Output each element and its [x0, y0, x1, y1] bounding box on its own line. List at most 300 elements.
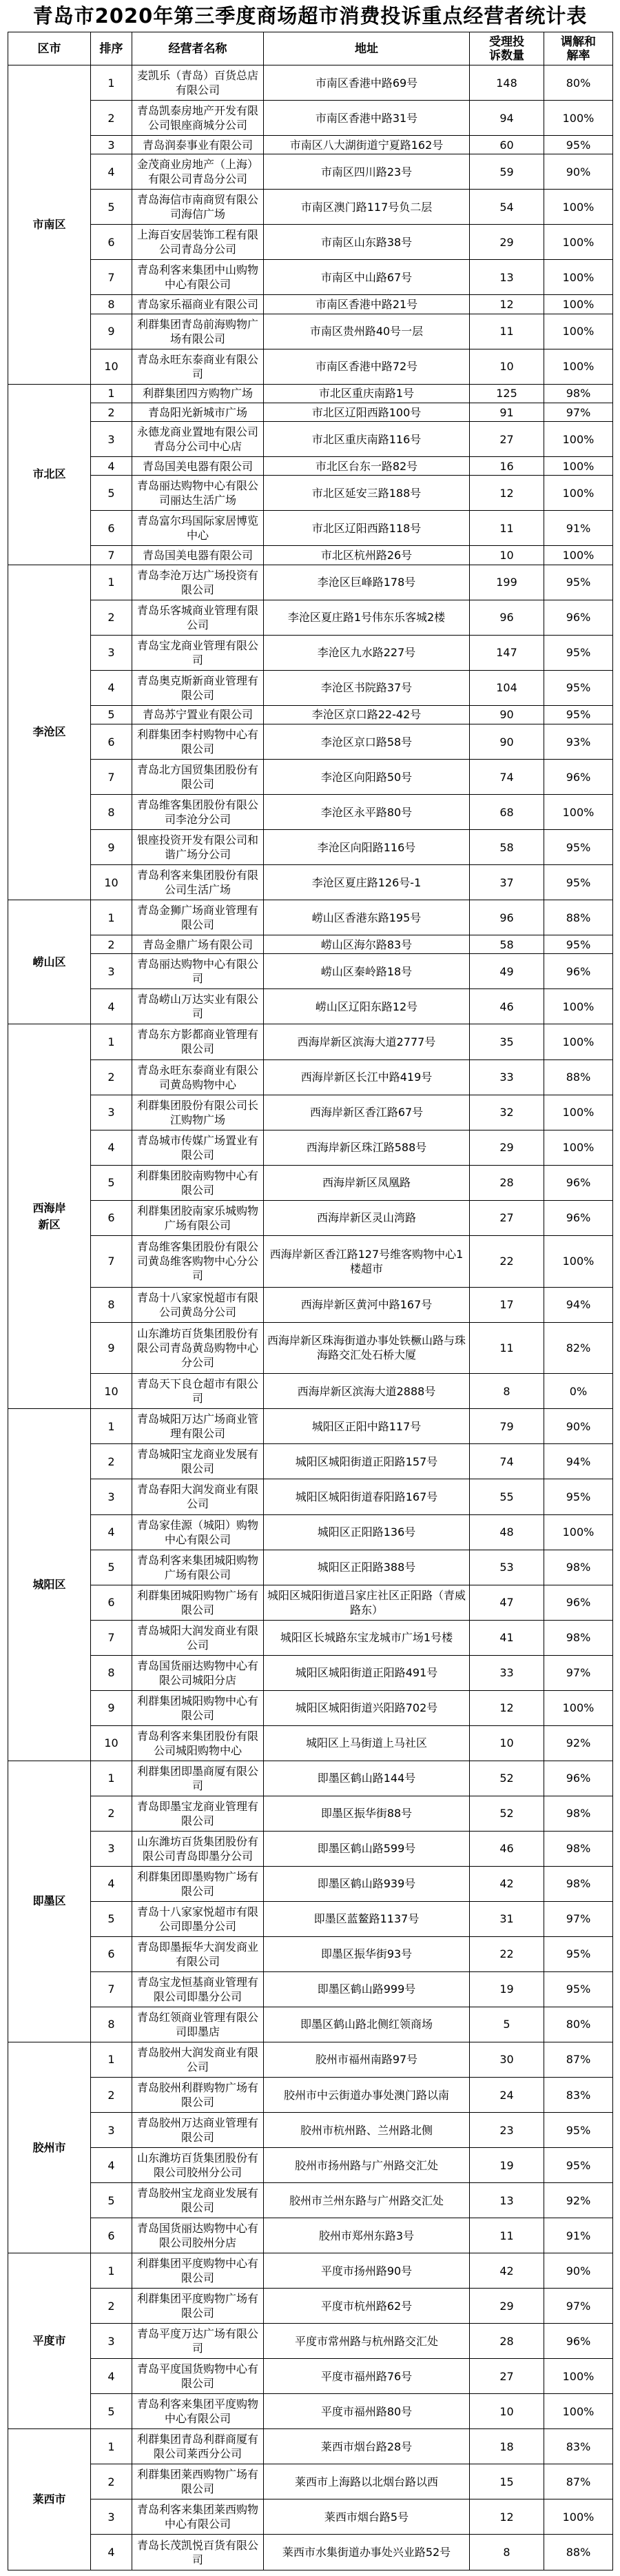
- address-cell: 即墨区鹤山路999号: [264, 1971, 470, 2007]
- table-row: [8, 1409, 613, 1444]
- address-cell: 市北区重庆南路1号: [264, 384, 470, 403]
- address-cell: 市南区贵州路40号一层: [264, 314, 470, 349]
- table-row: [8, 670, 613, 705]
- rank-cell: 10: [91, 1374, 132, 1409]
- mediation-rate-cell: 100%: [544, 295, 613, 314]
- complaint-count-cell: 48: [470, 1514, 544, 1550]
- address-cell: 李沧区巨峰路178号: [264, 565, 470, 600]
- address-cell: 城阳区正阳中路117号: [264, 1409, 470, 1444]
- address-cell: 城阳区城阳街道正阳路157号: [264, 1444, 470, 1479]
- address-cell: 平度市常州路与杭州路交汇处: [264, 2324, 470, 2359]
- mediation-rate-cell: 96%: [544, 1761, 613, 1796]
- table-row: [8, 1287, 613, 1322]
- region-name: 市北区: [32, 467, 66, 481]
- table-row: [8, 1322, 613, 1374]
- table-row: [8, 830, 613, 865]
- rank-cell: 2: [91, 2289, 132, 2324]
- address-cell: 城阳区城阳街道正阳路491号: [264, 1655, 470, 1690]
- operator-name-cell: 银座投资开发有限公司和谐广场分公司: [132, 830, 264, 865]
- mediation-rate-cell: 96%: [544, 954, 613, 989]
- address-cell: 胶州市中云街道办事处澳门路以南: [264, 2078, 470, 2113]
- table-row: [8, 1165, 613, 1200]
- table-row: [8, 989, 613, 1024]
- address-cell: 平度市扬州路90号: [264, 2253, 470, 2289]
- operator-name-cell: 利群集团胶南购物中心有限公司: [132, 1165, 264, 1200]
- rank-cell: 8: [91, 795, 132, 830]
- mediation-rate-cell: 100%: [544, 2394, 613, 2429]
- table-row: [8, 2007, 613, 2042]
- table-row: [8, 2429, 613, 2464]
- table-row: [8, 760, 613, 795]
- table-row: [8, 1024, 613, 1059]
- table-row: [8, 2253, 613, 2289]
- rank-cell: 3: [91, 2113, 132, 2148]
- operator-name-cell: 青岛胶州宝龙商业发展有限公司: [132, 2183, 264, 2218]
- complaint-count-cell: 96: [470, 900, 544, 935]
- operator-name-cell: 青岛城阳宝龙商业发展有限公司: [132, 1444, 264, 1479]
- rank-cell: 1: [91, 1409, 132, 1444]
- mediation-rate-cell: 100%: [544, 225, 613, 260]
- complaint-count-cell: 58: [470, 830, 544, 865]
- operator-name-cell: 青岛十八家家悦超市有限公司黄岛分公司: [132, 1287, 264, 1322]
- table-row: [8, 136, 613, 154]
- operator-name-cell: 利群集团莱西购物广场有限公司: [132, 2464, 264, 2499]
- operator-name-cell: 青岛北方国贸集团股份有限公司: [132, 760, 264, 795]
- complaint-count-cell: 17: [470, 1287, 544, 1322]
- mediation-rate-cell: 92%: [544, 1725, 613, 1761]
- header-region: 区市: [8, 32, 91, 65]
- complaint-count-cell: 59: [470, 154, 544, 190]
- table-row: [8, 1690, 613, 1725]
- table-row: [8, 1655, 613, 1690]
- address-cell: 莱西市烟台路5号: [264, 2499, 470, 2535]
- rank-cell: 3: [91, 954, 132, 989]
- table-row: [8, 2464, 613, 2499]
- complaint-count-cell: 29: [470, 225, 544, 260]
- operator-name-cell: 利群集团四方购物广场: [132, 384, 264, 403]
- mediation-rate-cell: 95%: [544, 2113, 613, 2148]
- table-row: [8, 1761, 613, 1796]
- operator-name-cell: 青岛利客来集团莱西购物中心有限公司: [132, 2499, 264, 2535]
- complaint-count-cell: 22: [470, 1235, 544, 1287]
- operator-name-cell: 青岛平度国货购物中心有限公司: [132, 2359, 264, 2394]
- complaint-count-cell: 46: [470, 989, 544, 1024]
- operator-name-cell: 青岛苏宁置业有限公司: [132, 705, 264, 724]
- complaint-count-cell: 68: [470, 795, 544, 830]
- table-row: [8, 724, 613, 760]
- address-cell: 李沧区永平路80号: [264, 795, 470, 830]
- address-cell: 城阳区城阳街道吕家庄社区正阳路（青威路东）: [264, 1585, 470, 1620]
- address-cell: 胶州市扬州路与广州路交汇处: [264, 2148, 470, 2183]
- table-row: [8, 1620, 613, 1655]
- operator-name-cell: 麦凯乐（青岛）百货总店有限公司: [132, 65, 264, 101]
- mediation-rate-cell: 100%: [544, 1130, 613, 1165]
- mediation-rate-cell: 96%: [544, 1585, 613, 1620]
- complaint-count-cell: 60: [470, 136, 544, 154]
- address-cell: 市北区辽阳西路118号: [264, 511, 470, 546]
- address-cell: 胶州市郑州东路3号: [264, 2218, 470, 2253]
- table-header: [8, 32, 613, 65]
- mediation-rate-cell: 100%: [544, 190, 613, 225]
- mediation-rate-cell: 98%: [544, 1831, 613, 1866]
- operator-name-cell: 青岛丽达购物中心有限公司: [132, 954, 264, 989]
- table-row: [8, 1585, 613, 1620]
- table-row: [8, 600, 613, 635]
- address-cell: 西海岸新区黄河中路167号: [264, 1287, 470, 1322]
- table-row: [8, 1936, 613, 1971]
- rank-cell: 3: [91, 1831, 132, 1866]
- complaint-count-cell: 8: [470, 1374, 544, 1409]
- complaint-count-cell: 58: [470, 935, 544, 954]
- header-row: [8, 32, 613, 65]
- mediation-rate-cell: 0%: [544, 1374, 613, 1409]
- operator-name-cell: 青岛平度万达广场有限公司: [132, 2324, 264, 2359]
- rank-cell: 4: [91, 2359, 132, 2394]
- rank-cell: 3: [91, 136, 132, 154]
- mediation-rate-cell: 88%: [544, 2535, 613, 2570]
- table-row: [8, 900, 613, 935]
- rank-cell: 3: [91, 1095, 132, 1130]
- header-complaint-count: [470, 32, 544, 65]
- rank-cell: 5: [91, 1165, 132, 1200]
- mediation-rate-cell: 100%: [544, 422, 613, 457]
- operator-name-cell: 利群集团胶南家乐城购物广场有限公司: [132, 1200, 264, 1235]
- address-cell: 李沧区夏庄路126号-1: [264, 865, 470, 900]
- rank-cell: 2: [91, 1444, 132, 1479]
- address-cell: 西海岸新区灵山湾路: [264, 1200, 470, 1235]
- rank-cell: 4: [91, 154, 132, 190]
- address-cell: 平度市福州路76号: [264, 2359, 470, 2394]
- address-cell: 平度市杭州路62号: [264, 2289, 470, 2324]
- complaint-count-cell: 42: [470, 2253, 544, 2289]
- table-row: [8, 1901, 613, 1936]
- table-row: [8, 1550, 613, 1585]
- mediation-rate-cell: 100%: [544, 260, 613, 295]
- operator-name-cell: 青岛海信市南商贸有限公司海信广场: [132, 190, 264, 225]
- mediation-rate-cell: 87%: [544, 2464, 613, 2499]
- operator-name-cell: 青岛金鼎广场有限公司: [132, 935, 264, 954]
- page-title: 青岛市2020年第三季度商场超市消费投诉重点经营者统计表: [32, 4, 588, 28]
- complaint-count-cell: 147: [470, 635, 544, 670]
- rank-cell: 1: [91, 1761, 132, 1796]
- mediation-rate-cell: 95%: [544, 1971, 613, 2007]
- operator-name-cell: 青岛富尔玛国际家居博览中心: [132, 511, 264, 546]
- address-cell: 西海岸新区香江路127号维客购物中心1楼超市: [264, 1235, 470, 1287]
- complaint-count-cell: 10: [470, 349, 544, 384]
- table-row: [8, 1095, 613, 1130]
- rank-cell: 7: [91, 760, 132, 795]
- operator-name-cell: 青岛胶州大润发商业有限公司: [132, 2042, 264, 2077]
- mediation-rate-cell: 87%: [544, 2042, 613, 2077]
- mediation-rate-cell: 95%: [544, 565, 613, 600]
- mediation-rate-cell: 97%: [544, 1901, 613, 1936]
- address-cell: 市南区中山路67号: [264, 260, 470, 295]
- operator-name-cell: 青岛即墨振华大润发商业有限公司: [132, 1936, 264, 1971]
- table-row: [8, 2113, 613, 2148]
- rank-cell: 10: [91, 349, 132, 384]
- mediation-rate-cell: 100%: [544, 1235, 613, 1287]
- address-cell: 城阳区上马街道上马社区: [264, 1725, 470, 1761]
- address-cell: 西海岸新区珠海街道办事处铁橛山路与珠海路交汇处石桥大厦: [264, 1322, 470, 1374]
- rank-cell: 6: [91, 225, 132, 260]
- complaint-count-cell: 12: [470, 2499, 544, 2535]
- mediation-rate-cell: 100%: [544, 101, 613, 136]
- complaint-count-cell: 94: [470, 101, 544, 136]
- operator-name-cell: 青岛国货丽达购物中心有限公司城阳分店: [132, 1655, 264, 1690]
- rank-cell: 2: [91, 403, 132, 421]
- rank-cell: 2: [91, 101, 132, 136]
- operator-name-cell: 青岛利客来集团中山购物中心有限公司: [132, 260, 264, 295]
- address-cell: 李沧区九水路227号: [264, 635, 470, 670]
- table-row: [8, 384, 613, 403]
- complaint-count-cell: 79: [470, 1409, 544, 1444]
- rank-cell: 8: [91, 2007, 132, 2042]
- table-row: [8, 635, 613, 670]
- header-mediation-rate: [544, 32, 613, 65]
- mediation-rate-cell: 98%: [544, 384, 613, 403]
- table-row: [8, 1796, 613, 1831]
- rank-cell: 1: [91, 900, 132, 935]
- operator-name-cell: 青岛李沧万达广场投资有限公司: [132, 565, 264, 600]
- operator-name-cell: 利群集团李村购物中心有限公司: [132, 724, 264, 760]
- table-row: [8, 2499, 613, 2535]
- complaint-count-cell: 74: [470, 760, 544, 795]
- address-cell: 市南区澳门路117号负二层: [264, 190, 470, 225]
- header-complaint-count-label: 受理投诉数量: [489, 34, 524, 63]
- operator-name-cell: 青岛乐客城商业管理有限公司: [132, 600, 264, 635]
- mediation-rate-cell: 100%: [544, 989, 613, 1024]
- mediation-rate-cell: 90%: [544, 1409, 613, 1444]
- table-row: [8, 476, 613, 511]
- region-cell: [8, 2253, 91, 2429]
- operator-name-cell: 山东潍坊百货集团股份有限公司青岛即墨分公司: [132, 1831, 264, 1866]
- mediation-rate-cell: 100%: [544, 1024, 613, 1059]
- region-cell: [8, 900, 91, 1024]
- address-cell: 市南区香港中路31号: [264, 101, 470, 136]
- complaint-count-cell: 19: [470, 2148, 544, 2183]
- rank-cell: 2: [91, 1796, 132, 1831]
- operator-name-cell: 上海百安居装饰工程有限公司青岛分公司: [132, 225, 264, 260]
- mediation-rate-cell: 94%: [544, 1287, 613, 1322]
- address-cell: 城阳区城阳街道春阳路167号: [264, 1479, 470, 1514]
- complaint-count-cell: 199: [470, 565, 544, 600]
- complaint-count-cell: 29: [470, 1130, 544, 1165]
- table-row: [8, 1514, 613, 1550]
- address-cell: 市南区四川路23号: [264, 154, 470, 190]
- operator-name-cell: 利群集团平度购物中心有限公司: [132, 2253, 264, 2289]
- table-row: [8, 225, 613, 260]
- header-mediation-rate-label: 调解和解率: [561, 34, 596, 63]
- table-row: [8, 422, 613, 457]
- complaint-count-cell: 29: [470, 2289, 544, 2324]
- rank-cell: 5: [91, 2183, 132, 2218]
- region-cell: [8, 1409, 91, 1761]
- complaint-count-cell: 90: [470, 705, 544, 724]
- table-row: [8, 2218, 613, 2253]
- address-cell: 即墨区鹤山路北侧红领商场: [264, 2007, 470, 2042]
- address-cell: 即墨区振华街88号: [264, 1796, 470, 1831]
- table-row: [8, 1235, 613, 1287]
- address-cell: 李沧区夏庄路1号伟东乐客城2楼: [264, 600, 470, 635]
- address-cell: 即墨区鹤山路599号: [264, 1831, 470, 1866]
- rank-cell: 1: [91, 65, 132, 101]
- operator-name-cell: 青岛金狮广场商业管理有限公司: [132, 900, 264, 935]
- address-cell: 城阳区长城路东宝龙城市广场1号楼: [264, 1620, 470, 1655]
- rank-cell: 4: [91, 1514, 132, 1550]
- mediation-rate-cell: 80%: [544, 2007, 613, 2042]
- table-row: [8, 2183, 613, 2218]
- address-cell: 西海岸新区凤凰路: [264, 1165, 470, 1200]
- table-row: [8, 1374, 613, 1409]
- operator-name-cell: 利群集团即墨购物广场有限公司: [132, 1866, 264, 1901]
- rank-cell: 5: [91, 190, 132, 225]
- address-cell: 城阳区正阳路388号: [264, 1550, 470, 1585]
- operator-name-cell: 青岛城市传媒广场置业有限公司: [132, 1130, 264, 1165]
- rank-cell: 5: [91, 1901, 132, 1936]
- rank-cell: 5: [91, 705, 132, 724]
- address-cell: 西海岸新区珠江路588号: [264, 1130, 470, 1165]
- complaint-count-cell: 35: [470, 1024, 544, 1059]
- table-row: [8, 314, 613, 349]
- mediation-rate-cell: 96%: [544, 1200, 613, 1235]
- mediation-rate-cell: 95%: [544, 705, 613, 724]
- mediation-rate-cell: 98%: [544, 1620, 613, 1655]
- complaint-count-cell: 23: [470, 2113, 544, 2148]
- region-cell: [8, 65, 91, 385]
- operator-name-cell: 青岛城阳万达广场商业管理有限公司: [132, 1409, 264, 1444]
- address-cell: 市南区香港中路69号: [264, 65, 470, 101]
- complaint-count-cell: 8: [470, 2535, 544, 2570]
- header-rank: 排序: [91, 32, 132, 65]
- rank-cell: 8: [91, 1655, 132, 1690]
- operator-name-cell: 青岛利客来集团股份有限公司城阳购物中心: [132, 1725, 264, 1761]
- table-row: [8, 1479, 613, 1514]
- rank-cell: 5: [91, 2394, 132, 2429]
- mediation-rate-cell: 95%: [544, 2148, 613, 2183]
- rank-cell: 1: [91, 384, 132, 403]
- address-cell: 李沧区向阳路116号: [264, 830, 470, 865]
- table-row: [8, 1130, 613, 1165]
- operator-name-cell: 青岛胶州万达商业管理有限公司: [132, 2113, 264, 2148]
- address-cell: 即墨区振华街93号: [264, 1936, 470, 1971]
- region-name: 平度市: [32, 2334, 66, 2348]
- rank-cell: 3: [91, 1479, 132, 1514]
- table-row: [8, 2148, 613, 2183]
- complaint-count-cell: 46: [470, 1831, 544, 1866]
- mediation-rate-cell: 100%: [544, 457, 613, 476]
- address-cell: 市北区辽阳西路100号: [264, 403, 470, 421]
- region-cell: [8, 565, 91, 900]
- mediation-rate-cell: 98%: [544, 1550, 613, 1585]
- address-cell: 崂山区海尔路83号: [264, 935, 470, 954]
- table-row: [8, 954, 613, 989]
- complaint-count-cell: 91: [470, 403, 544, 421]
- mediation-rate-cell: 83%: [544, 2078, 613, 2113]
- rank-cell: 3: [91, 422, 132, 457]
- operator-name-cell: 青岛家佳源（城阳）购物中心有限公司: [132, 1514, 264, 1550]
- complaint-count-cell: 49: [470, 954, 544, 989]
- rank-cell: 4: [91, 989, 132, 1024]
- operator-name-cell: 青岛即墨宝龙商业管理有限公司: [132, 1796, 264, 1831]
- mediation-rate-cell: 98%: [544, 1866, 613, 1901]
- complaint-count-cell: 28: [470, 2324, 544, 2359]
- rank-cell: 6: [91, 724, 132, 760]
- mediation-rate-cell: 100%: [544, 795, 613, 830]
- complaint-count-cell: 16: [470, 457, 544, 476]
- operator-name-cell: 青岛天下良仓超市有限公司: [132, 1374, 264, 1409]
- complaint-count-cell: 10: [470, 2394, 544, 2429]
- address-cell: 市南区山东路38号: [264, 225, 470, 260]
- address-cell: 李沧区书院路37号: [264, 670, 470, 705]
- mediation-rate-cell: 95%: [544, 136, 613, 154]
- rank-cell: 4: [91, 2148, 132, 2183]
- complaint-count-cell: 22: [470, 1936, 544, 1971]
- operator-name-cell: 青岛永旺东泰商业有限公司: [132, 349, 264, 384]
- mediation-rate-cell: 90%: [544, 2253, 613, 2289]
- operator-name-cell: 青岛利客来集团城阳购物广场有限公司: [132, 1550, 264, 1585]
- mediation-rate-cell: 94%: [544, 1444, 613, 1479]
- mediation-rate-cell: 100%: [544, 1514, 613, 1550]
- mediation-rate-cell: 100%: [544, 546, 613, 565]
- mediation-rate-cell: 100%: [544, 476, 613, 511]
- table-row: [8, 2535, 613, 2570]
- complaint-count-cell: 12: [470, 476, 544, 511]
- table-row: [8, 1444, 613, 1479]
- address-cell: 莱西市烟台路28号: [264, 2429, 470, 2464]
- operator-name-cell: 青岛丽达购物中心有限公司丽达生活广场: [132, 476, 264, 511]
- table-body: [8, 65, 613, 2570]
- rank-cell: 7: [91, 1235, 132, 1287]
- rank-cell: 5: [91, 476, 132, 511]
- mediation-rate-cell: 91%: [544, 511, 613, 546]
- rank-cell: 4: [91, 1130, 132, 1165]
- complaint-count-cell: 52: [470, 1796, 544, 1831]
- address-cell: 李沧区京口路22-42号: [264, 705, 470, 724]
- operator-name-cell: 青岛利客来集团平度购物中心有限公司: [132, 2394, 264, 2429]
- complaint-count-cell: 148: [470, 65, 544, 101]
- table-row: [8, 154, 613, 190]
- operator-name-cell: 青岛维客集团股份有限公司李沧分公司: [132, 795, 264, 830]
- mediation-rate-cell: 95%: [544, 865, 613, 900]
- table-row: [8, 1831, 613, 1866]
- rank-cell: 2: [91, 935, 132, 954]
- rank-cell: 3: [91, 2499, 132, 2535]
- operator-name-cell: 金茂商业房地产（上海）有限公司青岛分公司: [132, 154, 264, 190]
- address-cell: 李沧区京口路58号: [264, 724, 470, 760]
- rank-cell: 2: [91, 2078, 132, 2113]
- address-cell: 胶州市福州南路97号: [264, 2042, 470, 2077]
- mediation-rate-cell: 97%: [544, 1655, 613, 1690]
- mediation-rate-cell: 95%: [544, 670, 613, 705]
- header-operator-name: 经营者名称: [132, 32, 264, 65]
- rank-cell: 7: [91, 546, 132, 565]
- region-cell: [8, 1024, 91, 1409]
- table-row: [8, 1866, 613, 1901]
- complaint-count-cell: 42: [470, 1866, 544, 1901]
- mediation-rate-cell: 91%: [544, 2218, 613, 2253]
- operator-name-cell: 山东潍坊百货集团股份有限公司胶州分公司: [132, 2148, 264, 2183]
- complaint-count-cell: 12: [470, 1690, 544, 1725]
- table-row: [8, 2394, 613, 2429]
- complaint-count-cell: 33: [470, 1655, 544, 1690]
- operator-name-cell: 青岛崂山万达实业有限公司: [132, 989, 264, 1024]
- rank-cell: 1: [91, 2042, 132, 2077]
- complaint-count-cell: 27: [470, 2359, 544, 2394]
- complaint-count-cell: 5: [470, 2007, 544, 2042]
- mediation-rate-cell: 93%: [544, 724, 613, 760]
- table-row: [8, 190, 613, 225]
- operator-name-cell: 青岛国美电器有限公司: [132, 546, 264, 565]
